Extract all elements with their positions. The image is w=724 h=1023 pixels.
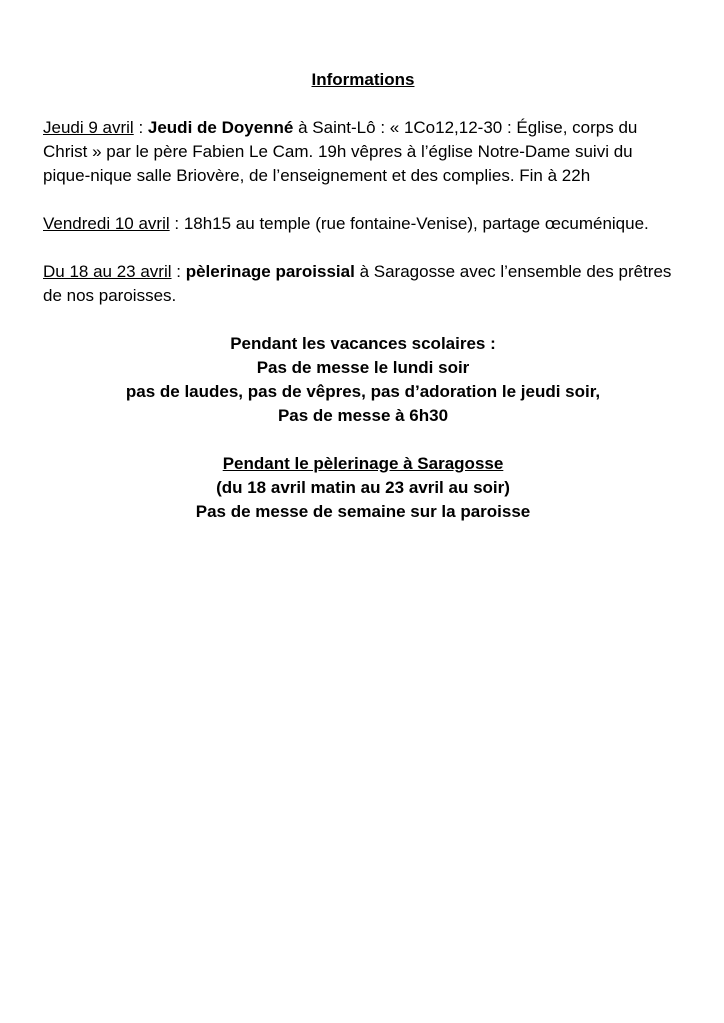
event-date: Du 18 au 23 avril (43, 262, 172, 281)
vacances-line: Pendant les vacances scolaires : (230, 334, 496, 353)
event-highlight: Jeudi de Doyenné (147, 118, 294, 137)
event-highlight: pèlerinage paroissial (185, 262, 355, 281)
event-separator: : (133, 118, 148, 137)
event-text: à Saint-Lô : « 1Co12,12-30 : Église, corps du Christ » par le père Fabien Le Cam. 19h vêpres à l’église Notre-Dame suivi du pique-nique salle Briovère, de l’enseignement et des complies. Fin à 22h (43, 118, 638, 185)
event-pelerinage (43, 260, 683, 308)
vacances-line: Pas de messe le lundi soir (256, 358, 470, 377)
event-text: à Saragosse avec l’ensemble des prêtres de nos paroisses. (43, 262, 672, 305)
event-date: Vendredi 10 avril (43, 214, 170, 233)
pelerinage-notice (43, 452, 683, 524)
event-date: Jeudi 9 avril (43, 118, 134, 137)
event-vendredi (43, 212, 683, 236)
page-title: Informations (311, 70, 415, 89)
announcement-page (43, 68, 683, 524)
pelerinage-heading: Pendant le pèlerinage à Saragosse (222, 454, 504, 473)
vacances-line: Pas de messe à 6h30 (277, 406, 449, 425)
event-jeudi (43, 116, 683, 188)
pelerinage-line: (du 18 avril matin au 23 avril au soir) (216, 478, 510, 497)
pelerinage-line: Pas de messe de semaine sur la paroisse (195, 502, 531, 521)
vacances-line: pas de laudes, pas de vêpres, pas d’adoration le jeudi soir, (125, 382, 601, 401)
event-separator: : (171, 262, 186, 281)
event-text: 18h15 au temple (rue fontaine-Venise), partage œcuménique. (183, 214, 649, 233)
vacances-notice (43, 332, 683, 428)
event-separator: : (169, 214, 184, 233)
